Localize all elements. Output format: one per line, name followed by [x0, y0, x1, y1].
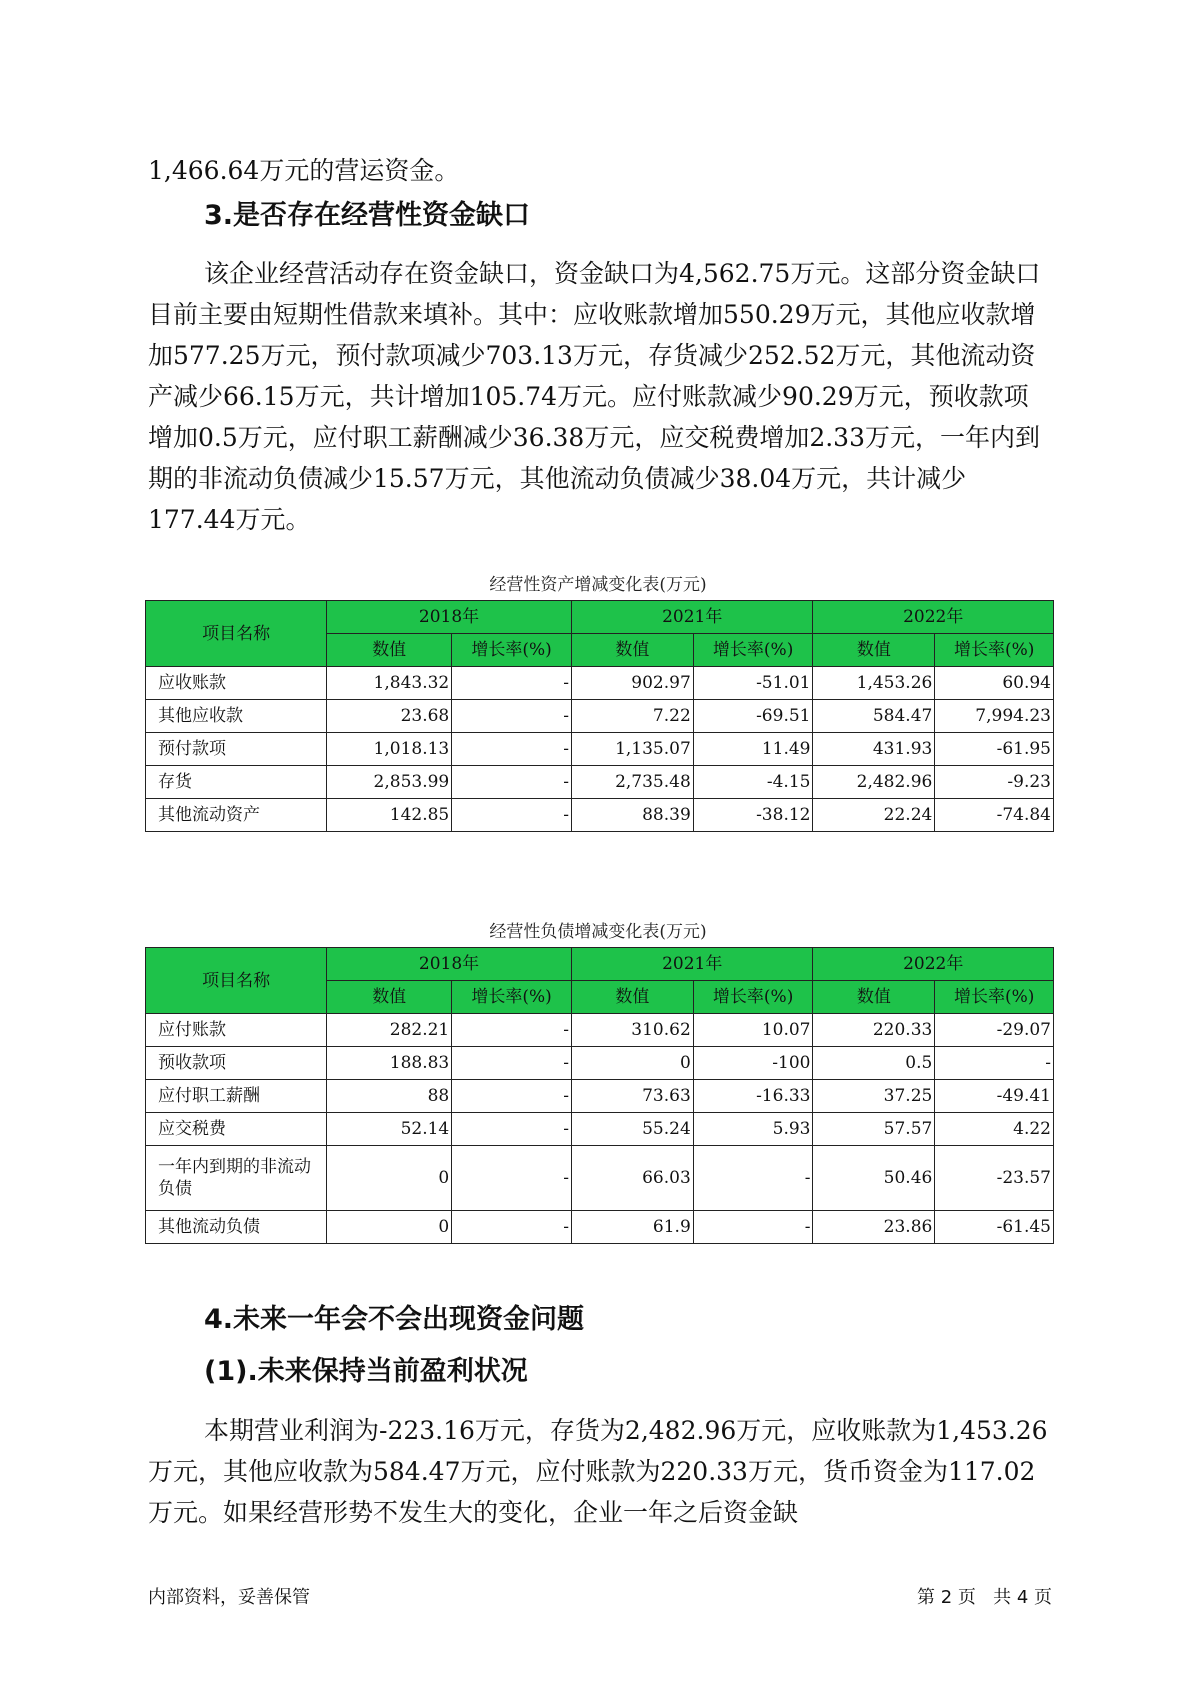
value-subheader: 数值	[571, 981, 693, 1014]
cell: 2,735.48	[571, 766, 693, 799]
cell: -23.57	[935, 1146, 1054, 1211]
year-header: 2022年	[813, 601, 1054, 634]
row-name: 存货	[146, 766, 327, 799]
footer-confidential-note: 内部资料，妥善保管	[148, 1587, 310, 1608]
cell: -100	[693, 1047, 813, 1080]
cell: 282.21	[327, 1014, 452, 1047]
cell: 4.22	[935, 1113, 1054, 1146]
cell: 61.9	[571, 1211, 693, 1244]
year-header: 2018年	[327, 948, 572, 981]
cell: -	[452, 1211, 572, 1244]
section-3-paragraph: 该企业经营活动存在资金缺口，资金缺口为4,562.75万元。这部分资金缺口目前主要由短期性借款来填补。其中：应收账款增加550.29万元，其他应收款增加577.25万元，预付款项减少703.13万元，存货减少252.52万元，其他流动资产减少66.15万元，共计增加105.74万元。应付账款减少90.29万元，预收款项增加0.5万元，应付职工薪酬减少36.38万元，应交税费增加2.33万元，一年内到期的非流动负债减少15.57万元，其他流动负债减少38.04万元，共计减少177.44万元。	[148, 259, 1041, 534]
cell: -74.84	[935, 799, 1054, 832]
value-subheader: 数值	[813, 634, 935, 667]
cell: 52.14	[327, 1113, 452, 1146]
assets-table-caption: 经营性资产增减变化表(万元)	[489, 575, 707, 595]
row-name: 一年内到期的非流动负债	[146, 1146, 327, 1211]
cell: 23.86	[813, 1211, 935, 1244]
cell: 1,453.26	[813, 667, 935, 700]
cell: -	[452, 1080, 572, 1113]
table-row	[146, 733, 1054, 766]
cell: 66.03	[571, 1146, 693, 1211]
table-row	[146, 1211, 1054, 1244]
section-4-subheading: (1).未来保持当前盈利状况	[204, 1356, 528, 1387]
cell: 37.25	[813, 1080, 935, 1113]
cell: 902.97	[571, 667, 693, 700]
cell: 22.24	[813, 799, 935, 832]
row-name: 预付款项	[146, 733, 327, 766]
section-4-heading: 4.未来一年会不会出现资金问题	[204, 1304, 585, 1335]
cell: -	[452, 1014, 572, 1047]
cell: 7,994.23	[935, 700, 1054, 733]
cell: -	[452, 799, 572, 832]
cell: 0	[327, 1146, 452, 1211]
cell: 73.63	[571, 1080, 693, 1113]
cell: -	[452, 1113, 572, 1146]
growth-rate-subheader: 增长率(%)	[452, 634, 572, 667]
intro-tail-text: 1,466.64万元的营运资金。	[148, 156, 460, 185]
growth-rate-subheader: 增长率(%)	[452, 981, 572, 1014]
cell: 1,018.13	[327, 733, 452, 766]
table-row	[146, 1014, 1054, 1047]
table-row	[146, 1047, 1054, 1080]
cell: 10.07	[693, 1014, 813, 1047]
value-subheader: 数值	[813, 981, 935, 1014]
row-name: 应收账款	[146, 667, 327, 700]
cell: -16.33	[693, 1080, 813, 1113]
cell: -61.95	[935, 733, 1054, 766]
footer-page-number: 第 2 页 共 4 页	[917, 1587, 1052, 1608]
cell: -	[452, 1146, 572, 1211]
cell: 88	[327, 1080, 452, 1113]
liabilities-change-table	[145, 947, 1054, 1244]
growth-rate-subheader: 增长率(%)	[693, 981, 813, 1014]
cell: 2,853.99	[327, 766, 452, 799]
cell: 1,843.32	[327, 667, 452, 700]
cell: -	[452, 700, 572, 733]
table-row	[146, 799, 1054, 832]
row-name: 其他流动资产	[146, 799, 327, 832]
year-header: 2021年	[571, 948, 813, 981]
cell: -69.51	[693, 700, 813, 733]
cell: 11.49	[693, 733, 813, 766]
cell: -38.12	[693, 799, 813, 832]
growth-rate-subheader: 增长率(%)	[935, 981, 1054, 1014]
cell: -4.15	[693, 766, 813, 799]
cell: -	[452, 733, 572, 766]
item-name-header: 项目名称	[146, 601, 327, 667]
value-subheader: 数值	[571, 634, 693, 667]
row-name: 其他流动负债	[146, 1211, 327, 1244]
table-row	[146, 1080, 1054, 1113]
year-header: 2018年	[327, 601, 572, 634]
cell: 57.57	[813, 1113, 935, 1146]
cell: 55.24	[571, 1113, 693, 1146]
growth-rate-subheader: 增长率(%)	[693, 634, 813, 667]
year-header: 2021年	[571, 601, 813, 634]
row-name: 预收款项	[146, 1047, 327, 1080]
cell: 88.39	[571, 799, 693, 832]
item-name-header: 项目名称	[146, 948, 327, 1014]
year-header: 2022年	[813, 948, 1054, 981]
cell: 188.83	[327, 1047, 452, 1080]
value-subheader: 数值	[327, 634, 452, 667]
cell: 0	[327, 1211, 452, 1244]
cell: -61.45	[935, 1211, 1054, 1244]
cell: -	[452, 667, 572, 700]
cell: -9.23	[935, 766, 1054, 799]
cell: 50.46	[813, 1146, 935, 1211]
table-row	[146, 667, 1054, 700]
cell: -	[693, 1211, 813, 1244]
cell: 584.47	[813, 700, 935, 733]
row-name: 应付账款	[146, 1014, 327, 1047]
row-name: 应交税费	[146, 1113, 327, 1146]
cell: 0.5	[813, 1047, 935, 1080]
row-name: 其他应收款	[146, 700, 327, 733]
table-row	[146, 700, 1054, 733]
section-3-heading: 3.是否存在经营性资金缺口	[204, 200, 531, 231]
row-name: 应付职工薪酬	[146, 1080, 327, 1113]
cell: 431.93	[813, 733, 935, 766]
table-row	[146, 766, 1054, 799]
cell: -51.01	[693, 667, 813, 700]
table-row	[146, 1146, 1054, 1211]
cell: 220.33	[813, 1014, 935, 1047]
section-4-paragraph: 本期营业利润为-223.16万元，存货为2,482.96万元，应收账款为1,453.26万元，其他应收款为584.47万元，应付账款为220.33万元，货币资金为117.02万元。如果经营形势不发生大的变化，企业一年之后资金缺	[148, 1416, 1048, 1527]
cell: 310.62	[571, 1014, 693, 1047]
cell: -	[452, 1047, 572, 1080]
liabilities-table-caption: 经营性负债增减变化表(万元)	[489, 922, 707, 942]
cell: 60.94	[935, 667, 1054, 700]
cell: -	[452, 766, 572, 799]
cell: -29.07	[935, 1014, 1054, 1047]
cell: 2,482.96	[813, 766, 935, 799]
table-row	[146, 1113, 1054, 1146]
assets-change-table	[145, 600, 1054, 832]
cell: 7.22	[571, 700, 693, 733]
value-subheader: 数值	[327, 981, 452, 1014]
cell: -49.41	[935, 1080, 1054, 1113]
cell: 0	[571, 1047, 693, 1080]
growth-rate-subheader: 增长率(%)	[935, 634, 1054, 667]
cell: -	[693, 1146, 813, 1211]
cell: 142.85	[327, 799, 452, 832]
cell: -	[935, 1047, 1054, 1080]
cell: 23.68	[327, 700, 452, 733]
cell: 1,135.07	[571, 733, 693, 766]
cell: 5.93	[693, 1113, 813, 1146]
